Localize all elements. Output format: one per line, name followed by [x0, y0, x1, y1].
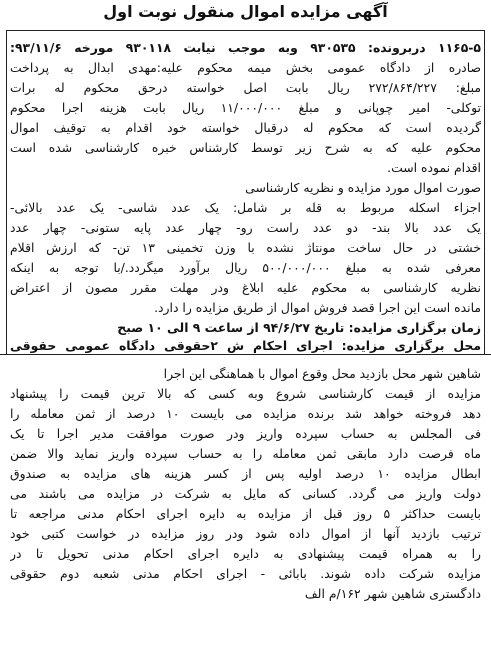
text-line: ماه فرصت دارد مابقی ثمن معامله را به حساب سپرده واریز نماید والا ضمن [10, 446, 481, 461]
text-line: خشتی در حال ساخت مونتاژ نشده با وزن تخمینی ۱۳ تن- که ارزش اقلام [10, 240, 481, 255]
text-line: ابطال مزایده ۱۰ درصد اولیه پس از کسر هزینه های مزایده به صندوق [10, 466, 481, 481]
auction-place: محل برگزاری مزایده: اجرای احکام ش ۲حقوقی دادگاه عمومی حقوقی [10, 338, 481, 353]
text-line: معرفی شده به مبلغ ۵۰۰/۰۰۰/۰۰۰ ریال برآورد میگردد./با توجه به اینکه [10, 260, 481, 275]
text-line: نظریه کارشناسی به محکوم علیه ابلاغ ودر مهلت مقرر مصون از اعتراض [10, 280, 481, 295]
text-line: را به همراه قیمت پیشنهادی به دایره اجرای احکام مدنی تحویل تا در [10, 546, 481, 561]
text-line: دولت واریز می گردد. کسانی که مایل به شرکت در مزایده می باشند می [10, 486, 481, 501]
text-line: فی المجلس به حساب سپرده واریز ودر صورت موافقت مدیر اجرا تا یک [10, 426, 481, 441]
text-line: یک عدد بالا بند- دو عدد راست رو- چهار عدد پایه ستونی- چهار عدد [10, 220, 481, 235]
text-line: مانده است این اجرا قصد فروش اموال از طریق مزایده را دارد. [154, 300, 481, 315]
text-line: صادره از دادگاه عمومی بخش میمه محکوم علیه:مهدی ابدال به پرداخت [10, 60, 481, 75]
auction-time: زمان برگزاری مزایده: تاریخ ۹۴/۶/۲۷ از ساعت ۹ الی ۱۰ صبح [117, 320, 481, 335]
text-line: ترتیب بازدید آنها از اموال داده شود ودر روز مزایده در خواست کتبی خود [10, 526, 481, 541]
text-line: اقدام نموده است. [387, 160, 481, 175]
text-line: مزایده از قیمت کارشناسی شروع وبه کسی که بالا ترین قیمت را پیشنهاد [10, 386, 481, 401]
text-line: بایست حداکثر ۵ روز قبل از مزایده به دایره اجرای احکام مدنی مراجعه تا [10, 506, 481, 521]
text-line: گردیده است که محکوم له درقبال خواسته خود اقدام به توقیف اموال [10, 120, 481, 135]
text-line: دهد فروخته خواهد شد برنده مزایده می بایست ۱۰ درصد از ثمن معامله را [10, 406, 481, 421]
text-line: مبلغ: ۲۷۲/۸۶۴/۲۲۷ ریال بابت اصل خواسته درحق محکوم له برات [10, 80, 481, 95]
text-line: محکوم علیه که به شرح زیر توسط کارشناس خبره کارشناسی شده است [10, 140, 481, 155]
notice-title: آگهی مزایده اموال منقول نوبت اول [103, 2, 388, 21]
text-line: اجزاء اسکله مربوط به قله بر شامل: یک عدد شاسی- یک عدد بالائی- [10, 200, 481, 215]
text-line: شاهین شهر محل بازدید محل وقوع اموال با هماهنگی این اجرا [163, 366, 481, 381]
signature-line: دادگستری شاهین شهر ۱۶۲/م الف [304, 586, 481, 601]
divider [0, 354, 491, 355]
text-line: ۱۱۶۵-۵ دربرونده: ۹۳۰۵۳۵ وبه موجب نیابت ۹۳۰۱۱۸ مورخه ۹۳/۱۱/۶: [10, 40, 481, 55]
text-line: توکلی- امیر چوپانی و مبلغ ۱۱/۰۰۰/۰۰۰ ریال بابت هزینه اجرا محکوم [10, 100, 481, 115]
text-line: مزایده شرکت داده شوند. بابائی - اجرای احکام مدنی شعبه دوم حقوقی [10, 566, 481, 581]
section-heading: صورت اموال مورد مزایده و نظریه کارشناسی [245, 180, 481, 195]
